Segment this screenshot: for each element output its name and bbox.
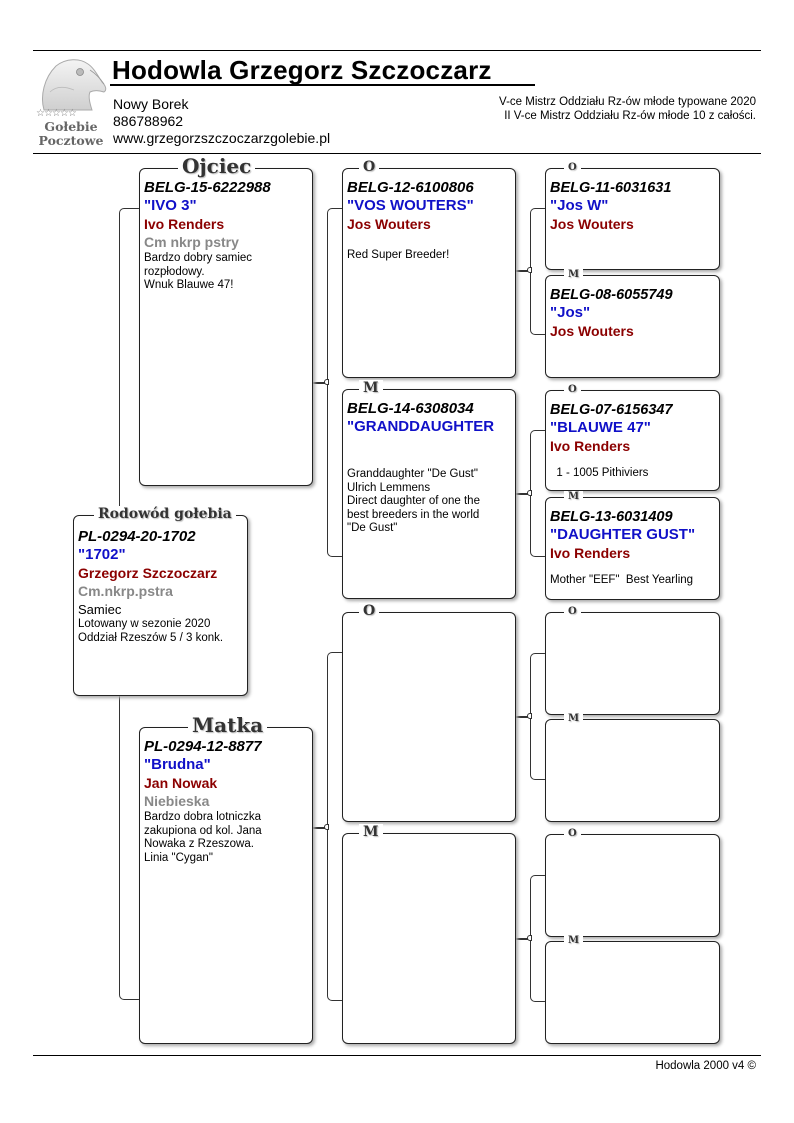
logo-stars: ☆☆☆☆☆ (36, 108, 76, 119)
great-grandparent-card[interactable] (545, 935, 720, 1044)
sex-label: M (564, 935, 583, 946)
grandparent-card[interactable] (342, 159, 516, 378)
sex-label: O (359, 603, 379, 619)
header-bottom-rule (33, 153, 761, 154)
ring-number: PL-0294-12-8877 (144, 738, 262, 755)
honors (499, 95, 756, 123)
pigeon-name: "Jos" (550, 304, 591, 321)
breeder-location: Nowy Borek (113, 96, 189, 112)
great-grandparent-card[interactable] (545, 828, 720, 937)
logo-text-line1: Gołebie (44, 119, 98, 134)
pigeon-note: Mother "EEF" Best Yearling (550, 574, 694, 586)
sex-label: O (564, 384, 581, 395)
connector-node (324, 824, 329, 830)
sex-label: M (359, 380, 383, 396)
breeder-website[interactable]: www.grzegorzszczoczarzgolebie.pl (113, 130, 331, 146)
pigeon-name: "Brudna" (144, 756, 211, 773)
pigeon-note: Granddaughter "De Gust" Ulrich Lemmens Direct daughter of one the best breeders in the world "De Gust" (347, 468, 480, 534)
pigeon-note: Bardzo dobra lotniczka zakupiona od kol. Jana Nowaka z Rzeszowa. Linia "Cygan" (144, 811, 262, 864)
pigeon-color: Cm nkrp pstry (144, 234, 239, 250)
grandparent-card[interactable] (342, 380, 516, 599)
connector-node (527, 935, 532, 941)
pigeon-note: Red Super Breeder! (347, 249, 450, 261)
footer-text: Hodowla 2000 v4 © (655, 1060, 756, 1072)
pigeon-name: "VOS WOUTERS" (347, 197, 474, 214)
top-rule (33, 50, 761, 51)
breeder-name: Jos Wouters (347, 216, 431, 232)
connector-gen2-gen3 (530, 875, 546, 1002)
pigeon-name: "BLAUWE 47" (550, 419, 651, 436)
sex-label: O (564, 828, 581, 839)
father-card[interactable] (139, 154, 313, 486)
great-grandparent-card[interactable] (545, 162, 720, 270)
pigeon-color: Cm.nkrp.pstra (78, 583, 173, 599)
pigeon-color: Niebieska (144, 793, 210, 809)
logo-text-line2: Pocztowe (38, 133, 104, 148)
sex-label: M (564, 269, 583, 280)
connector-node (324, 379, 329, 385)
pigeon-name: "Jos W" (550, 197, 609, 214)
connector-mother-gen2 (327, 652, 343, 1001)
great-grandparent-card[interactable] (545, 491, 720, 600)
sex-label: O (359, 159, 379, 175)
connector-gen2-gen3 (530, 430, 546, 557)
great-grandparent-card[interactable] (545, 713, 720, 822)
sex-label: M (564, 491, 583, 502)
connector-gen2-gen3 (530, 653, 546, 780)
great-grandparent-card[interactable] (545, 269, 720, 378)
logo (34, 56, 108, 148)
breeder-name: Jos Wouters (550, 216, 634, 232)
ring-number: BELG-14-6308034 (347, 400, 474, 417)
sex-label: M (564, 713, 583, 724)
ring-number: PL-0294-20-1702 (78, 528, 196, 545)
footer-rule (33, 1055, 761, 1056)
honor-line: II V-ce Mistrz Oddziału Rz-ów młode 10 z całości. (504, 110, 756, 122)
subject-card[interactable] (73, 506, 248, 696)
ring-number: BELG-12-6100806 (347, 179, 474, 196)
ring-number: BELG-13-6031409 (550, 509, 673, 525)
connector-line (119, 208, 121, 515)
connector-gen2-gen3 (530, 208, 546, 335)
sex-label: O (564, 162, 581, 173)
great-grandparent-card[interactable] (545, 384, 720, 491)
honor-line: V-ce Mistrz Oddziału Rz-ów młode typowane 2020 (499, 96, 756, 108)
great-grandparent-card[interactable] (545, 606, 720, 715)
grandparent-card[interactable] (342, 824, 516, 1044)
pigeon-name: "1702" (78, 546, 126, 563)
sex-label: O (564, 606, 581, 617)
pigeon-note: 1 - 1005 Pithiviers (550, 467, 649, 479)
breeder-name: Ivo Renders (550, 438, 631, 454)
pigeon-head-icon (34, 56, 108, 112)
breeder-name: Ivo Renders (144, 216, 225, 232)
breeder-name: Jos Wouters (550, 323, 634, 339)
pigeon-name: "IVO 3" (144, 197, 197, 214)
pigeon-name: "DAUGHTER GUST" (550, 526, 696, 543)
ring-number: BELG-15-6222988 (144, 179, 271, 196)
page-title: Hodowla Grzegorz Szczoczarz (112, 55, 492, 85)
mother-card[interactable] (139, 713, 313, 1044)
title-underline (110, 84, 535, 86)
ring-number: BELG-11-6031631 (550, 180, 672, 196)
breeder-name: Jan Nowak (144, 775, 218, 791)
connector-node (527, 490, 532, 496)
breeder-name: Ivo Renders (550, 545, 631, 561)
ring-number: BELG-07-6156347 (550, 402, 673, 418)
breeder-name: Grzegorz Szczoczarz (78, 565, 218, 581)
connector-node (527, 267, 532, 273)
connector-node (527, 713, 532, 719)
pigeon-sex: Samiec (78, 602, 122, 617)
connector-father-gen2 (327, 208, 343, 557)
breeder-name (347, 436, 512, 454)
mother-label: Matka (188, 713, 267, 737)
father-label: Ojciec (178, 154, 255, 178)
pigeon-note: Bardzo dobry samiec rozpłodowy. Wnuk Blauwe 47! (144, 252, 253, 291)
sex-label: M (359, 824, 383, 840)
ring-number: BELG-08-6055749 (550, 287, 673, 303)
pigeon-name: "GRANDDAUGHTER (347, 418, 495, 435)
breeder-phone: 886788962 (113, 113, 184, 129)
grandparent-card[interactable] (342, 603, 516, 822)
pigeon-note: Lotowany w sezonie 2020 Oddział Rzeszów 5 / 3 konk. (78, 618, 224, 644)
subject-label: Rodowód gołebia (94, 506, 236, 522)
